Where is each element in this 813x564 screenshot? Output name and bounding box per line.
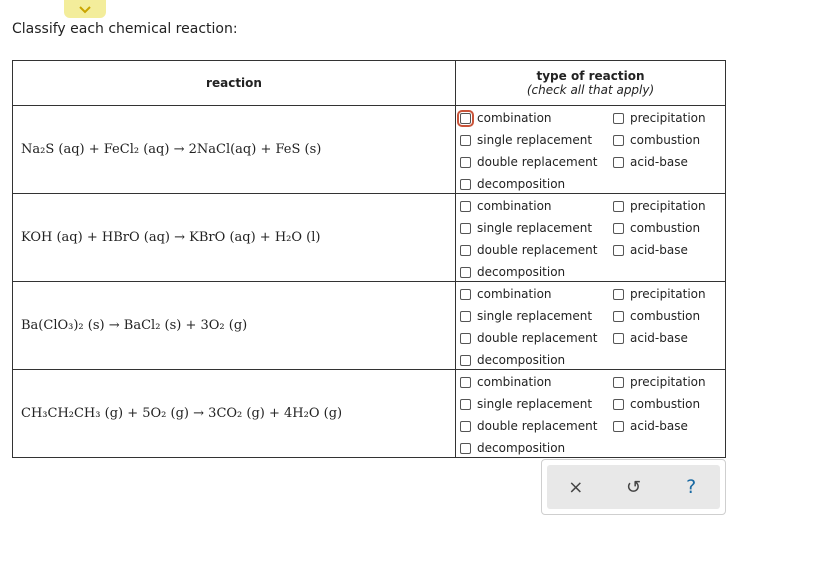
products: 2NaCl(aq) + FeS (s) <box>188 142 322 157</box>
reactants: Na₂S (aq) + FeCl₂ (aq) <box>21 142 170 157</box>
option-combination[interactable]: combination <box>460 111 552 125</box>
instruction-text: Classify each chemical reaction: <box>12 21 238 37</box>
type-column-header <box>456 61 726 106</box>
option-single-replacement[interactable]: single replacement <box>460 221 592 235</box>
products: KBrO (aq) + H₂O (l) <box>189 230 321 245</box>
option-combination[interactable]: combination <box>460 287 552 301</box>
option-double-replacement[interactable]: double replacement <box>460 331 597 345</box>
checkbox[interactable] <box>613 289 624 300</box>
option-double-replacement[interactable]: double replacement <box>460 155 597 169</box>
checkbox[interactable] <box>613 333 624 344</box>
option-acid-base[interactable]: acid-base <box>613 419 688 433</box>
checkbox[interactable] <box>460 267 471 278</box>
reaction-equation-3 <box>13 282 456 370</box>
option-precipitation[interactable]: precipitation <box>613 199 706 213</box>
type-header-title: type of reaction <box>536 69 645 83</box>
option-combustion[interactable]: combustion <box>613 221 700 235</box>
checkbox[interactable] <box>460 223 471 234</box>
reaction-table <box>12 60 726 458</box>
type-options-1 <box>456 106 726 194</box>
checkbox[interactable] <box>460 179 471 190</box>
checkbox[interactable] <box>613 201 624 212</box>
option-combustion[interactable]: combustion <box>613 397 700 411</box>
help-button[interactable] <box>676 472 706 502</box>
option-precipitation[interactable]: precipitation <box>613 287 706 301</box>
option-single-replacement[interactable]: single replacement <box>460 133 592 147</box>
reaction-column-header: reaction <box>13 61 456 106</box>
reaction-equation-1 <box>13 106 456 194</box>
checkbox[interactable] <box>460 355 471 366</box>
help-icon: ? <box>686 476 697 498</box>
option-acid-base[interactable]: acid-base <box>613 331 688 345</box>
checkbox[interactable] <box>460 135 471 146</box>
option-precipitation[interactable]: precipitation <box>613 375 706 389</box>
reaction-arrow: → <box>193 406 205 421</box>
table-row <box>13 282 726 370</box>
checkbox[interactable] <box>460 399 471 410</box>
type-options-2 <box>456 194 726 282</box>
type-options-4 <box>456 370 726 458</box>
checkbox[interactable] <box>460 113 471 124</box>
reactants: Ba(ClO₃)₂ (s) <box>21 318 105 333</box>
checkbox[interactable] <box>460 311 471 322</box>
table-row <box>13 370 726 458</box>
option-combustion[interactable]: combustion <box>613 309 700 323</box>
reaction-equation-4 <box>13 370 456 458</box>
checkbox[interactable] <box>460 157 471 168</box>
option-decomposition[interactable]: decomposition <box>460 265 565 279</box>
table-row <box>13 106 726 194</box>
reactants: KOH (aq) + HBrO (aq) <box>21 230 170 245</box>
reactants: CH₃CH₂CH₃ (g) + 5O₂ (g) <box>21 406 189 421</box>
option-acid-base[interactable]: acid-base <box>613 155 688 169</box>
checkbox[interactable] <box>460 201 471 212</box>
checkbox[interactable] <box>460 333 471 344</box>
checkbox[interactable] <box>613 157 624 168</box>
option-decomposition[interactable]: decomposition <box>460 177 565 191</box>
checkbox[interactable] <box>613 421 624 432</box>
option-precipitation[interactable]: precipitation <box>613 111 706 125</box>
type-header-note: (check all that apply) <box>526 83 655 97</box>
checkbox[interactable] <box>613 311 624 322</box>
products: 3CO₂ (g) + 4H₂O (g) <box>208 406 343 421</box>
option-combination[interactable]: combination <box>460 199 552 213</box>
option-single-replacement[interactable]: single replacement <box>460 397 592 411</box>
option-combination[interactable]: combination <box>460 375 552 389</box>
checkbox[interactable] <box>613 223 624 234</box>
checkbox[interactable] <box>460 377 471 388</box>
option-acid-base[interactable]: acid-base <box>613 243 688 257</box>
checkbox[interactable] <box>613 113 624 124</box>
checkbox[interactable] <box>613 377 624 388</box>
checkbox[interactable] <box>460 245 471 256</box>
option-combustion[interactable]: combustion <box>613 133 700 147</box>
undo-icon: ↺ <box>625 476 642 498</box>
products: BaCl₂ (s) + 3O₂ (g) <box>123 318 248 333</box>
type-options-3 <box>456 282 726 370</box>
checkbox[interactable] <box>613 135 624 146</box>
option-decomposition[interactable]: decomposition <box>460 353 565 367</box>
reaction-arrow: → <box>108 318 120 333</box>
table-header-row <box>13 61 726 106</box>
checkbox[interactable] <box>460 421 471 432</box>
reaction-arrow: → <box>174 230 186 245</box>
checkbox[interactable] <box>613 399 624 410</box>
table-row <box>13 194 726 282</box>
close-icon: × <box>568 476 584 498</box>
collapse-toggle[interactable] <box>64 0 106 18</box>
option-double-replacement[interactable]: double replacement <box>460 419 597 433</box>
option-double-replacement[interactable]: double replacement <box>460 243 597 257</box>
undo-button[interactable] <box>618 472 648 502</box>
toolbar-inner <box>547 465 720 509</box>
reaction-equation-2 <box>13 194 456 282</box>
answer-toolbar <box>541 459 726 515</box>
clear-button[interactable] <box>561 472 591 502</box>
checkbox[interactable] <box>613 245 624 256</box>
checkbox[interactable] <box>460 443 471 454</box>
reaction-arrow: → <box>173 142 185 157</box>
option-single-replacement[interactable]: single replacement <box>460 309 592 323</box>
chevron-down-icon <box>78 5 92 14</box>
checkbox[interactable] <box>460 289 471 300</box>
option-decomposition[interactable]: decomposition <box>460 441 565 455</box>
